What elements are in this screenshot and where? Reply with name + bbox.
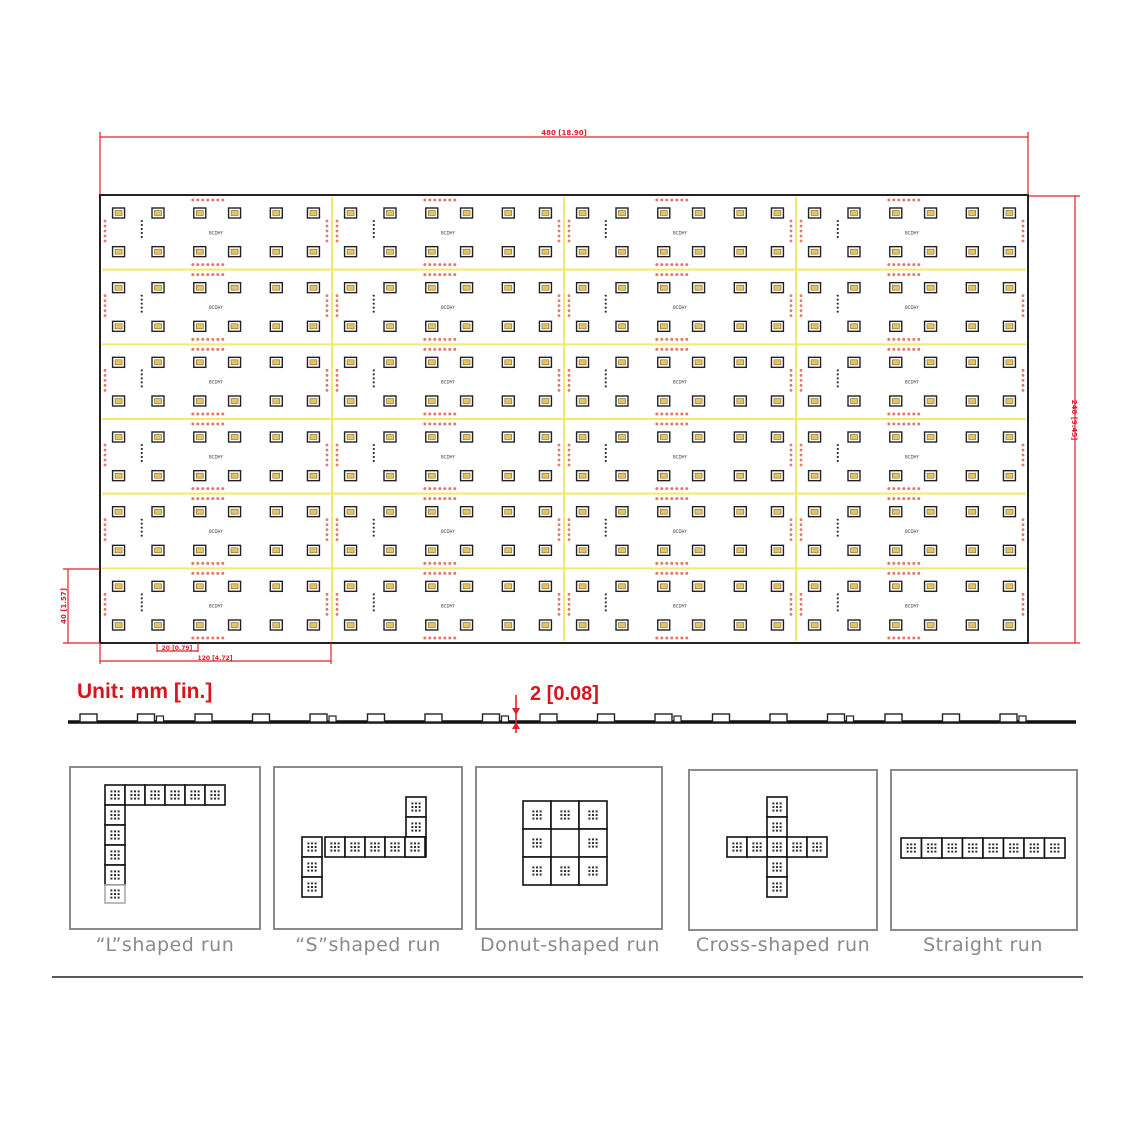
shape-tile [145,785,165,805]
board-marking: BCDHY [673,230,687,236]
height-dimension-label: 240 [9.45] [1070,399,1078,441]
shape-tile [302,877,322,897]
board-marking: BCDHY [441,603,455,609]
shape-tile [963,838,984,858]
board-marking: BCDHY [905,379,919,385]
shape-tile [406,797,426,817]
shape-tile [901,838,922,858]
shape-tile [105,865,125,885]
board-marking: BCDHY [209,230,223,236]
board-marking: BCDHY [905,603,919,609]
caption-s-shape: “S”shaped run [295,934,441,956]
width-dimension [100,132,1028,195]
board-marking: BCDHY [209,603,223,609]
shape-tile [185,785,205,805]
shape-tile [767,797,787,817]
shape-tile [767,817,787,837]
shape-tile [787,837,807,857]
cell-width-label: 20 [0.79] [161,645,193,652]
board-marking: BCDHY [905,305,919,310]
caption-straight-shape: Straight run [923,934,1043,956]
shape-tile [1024,838,1045,858]
shape-tile [1045,838,1066,858]
board-marking: BCDHY [905,529,919,534]
shape-tile [747,837,767,857]
cell-height-dimension [63,569,100,643]
shape-tile [579,857,607,885]
shape-tile [942,838,963,858]
board-marking: BCDHY [441,379,455,385]
shape-tile [205,785,225,805]
shape-tile [105,785,125,805]
board-marking: BCDHY [209,305,223,310]
shape-tile [767,857,787,877]
board-marking: BCDHY [209,379,223,385]
board-marking: BCDHY [441,529,455,534]
caption-l-shape: “L”shaped run [95,934,235,956]
caption-donut-shape: Donut-shaped run [480,934,660,956]
shape-tile [551,801,579,829]
board-marking: BCDHY [905,454,919,460]
board-marking: BCDHY [441,230,455,236]
shape-tile [125,785,145,805]
shape-tile [105,805,125,825]
shape-tile [105,845,125,865]
board-marking: BCDHY [905,230,919,236]
board-marking: BCDHY [673,305,687,310]
shape-tile [105,885,125,903]
shape-tile [523,801,551,829]
shape-tile [365,837,385,857]
shape-tile [405,837,425,857]
board-marking: BCDHY [209,529,223,534]
cell-height-label: 40 [1.57] [60,588,68,624]
board-marking: BCDHY [441,305,455,310]
width-dimension-label: 480 [18.90] [541,129,587,137]
shape-tile [345,837,365,857]
shape-tile [767,837,787,857]
board-marking: BCDHY [441,454,455,460]
unit-label: Unit: mm [in.] [77,680,213,703]
shape-tile [523,857,551,885]
shape-tile [523,829,551,857]
shape-tile [579,829,607,857]
shape-tile [727,837,747,857]
shape-tile [325,837,345,857]
shape-tile [1004,838,1025,858]
board-marking: BCDHY [209,454,223,460]
shape-tile [579,801,607,829]
board-marking: BCDHY [673,603,687,609]
shape-tile [922,838,943,858]
shape-tile [406,817,426,837]
caption-cross-shape: Cross-shaped run [695,934,871,956]
panel-width-label: 120 [4.72] [197,655,233,662]
board-marking: BCDHY [673,379,687,385]
shape-examples [70,767,1077,930]
shape-tile [807,837,827,857]
shape-tile [551,857,579,885]
shape-tile [165,785,185,805]
board-marking: BCDHY [673,529,687,534]
shape-frame-donut [476,767,662,929]
shape-tile [302,857,322,877]
shape-tile [105,825,125,845]
shape-tile [385,837,405,857]
shape-tile [767,877,787,897]
shape-tile [983,838,1004,858]
thickness-label: 2 [0.08] [530,683,599,705]
shape-tile [302,837,322,857]
board-marking: BCDHY [673,454,687,460]
